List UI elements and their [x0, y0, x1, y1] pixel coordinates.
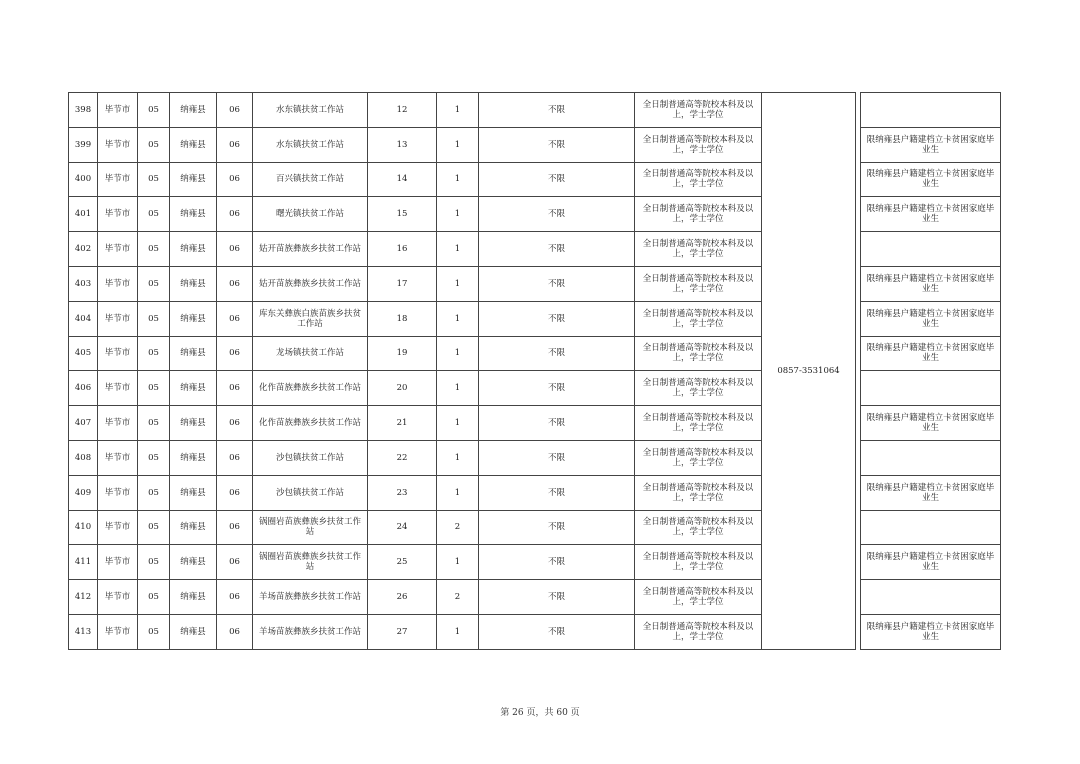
- table-row: [69, 197, 1001, 232]
- headcount-cell: 1: [437, 371, 479, 406]
- education-cell: 全日制普通高等院校本科及以上，学士学位: [635, 371, 762, 406]
- remark-cell: 限纳雍县户籍建档立卡贫困家庭毕业生: [861, 162, 1001, 197]
- major-cell: 不限: [479, 197, 635, 232]
- county-cell: 纳雍县: [170, 406, 217, 441]
- city-code-cell: 05: [138, 127, 170, 162]
- city-cell: 毕节市: [98, 440, 138, 475]
- county-cell: 纳雍县: [170, 545, 217, 580]
- unit-cell: 百兴镇扶贫工作站: [253, 162, 368, 197]
- city-cell: 毕节市: [98, 162, 138, 197]
- row-number: 404: [69, 301, 98, 336]
- table-row: [69, 336, 1001, 371]
- position-code-cell: 25: [368, 545, 437, 580]
- position-code-cell: 22: [368, 440, 437, 475]
- city-code-cell: 05: [138, 301, 170, 336]
- table-body: [69, 93, 1001, 650]
- headcount-cell: 1: [437, 614, 479, 649]
- county-code-cell: 06: [217, 614, 253, 649]
- county-cell: 纳雍县: [170, 162, 217, 197]
- city-cell: 毕节市: [98, 545, 138, 580]
- county-code-cell: 06: [217, 406, 253, 441]
- table-row: [69, 545, 1001, 580]
- education-cell: 全日制普通高等院校本科及以上，学士学位: [635, 266, 762, 301]
- city-code-cell: 05: [138, 371, 170, 406]
- city-code-cell: 05: [138, 614, 170, 649]
- county-code-cell: 06: [217, 475, 253, 510]
- table-row: [69, 232, 1001, 267]
- education-cell: 全日制普通高等院校本科及以上，学士学位: [635, 475, 762, 510]
- unit-cell: 锅圈岩苗族彝族乡扶贫工作站: [253, 545, 368, 580]
- county-code-cell: 06: [217, 301, 253, 336]
- city-code-cell: 05: [138, 580, 170, 615]
- major-cell: 不限: [479, 475, 635, 510]
- education-cell: 全日制普通高等院校本科及以上，学士学位: [635, 232, 762, 267]
- row-number: 413: [69, 614, 98, 649]
- county-code-cell: 06: [217, 510, 253, 545]
- unit-cell: 化作苗族彝族乡扶贫工作站: [253, 371, 368, 406]
- remark-cell: 限纳雍县户籍建档立卡贫困家庭毕业生: [861, 545, 1001, 580]
- row-number: 401: [69, 197, 98, 232]
- unit-cell: 沙包镇扶贫工作站: [253, 475, 368, 510]
- education-cell: 全日制普通高等院校本科及以上，学士学位: [635, 580, 762, 615]
- headcount-cell: 1: [437, 266, 479, 301]
- county-code-cell: 06: [217, 162, 253, 197]
- remark-cell: 限纳雍县户籍建档立卡贫困家庭毕业生: [861, 127, 1001, 162]
- city-code-cell: 05: [138, 336, 170, 371]
- city-cell: 毕节市: [98, 93, 138, 128]
- row-number: 398: [69, 93, 98, 128]
- unit-cell: 曙光镇扶贫工作站: [253, 197, 368, 232]
- row-number: 399: [69, 127, 98, 162]
- unit-cell: 龙场镇扶贫工作站: [253, 336, 368, 371]
- education-cell: 全日制普通高等院校本科及以上，学士学位: [635, 301, 762, 336]
- city-code-cell: 05: [138, 475, 170, 510]
- major-cell: 不限: [479, 510, 635, 545]
- remark-cell: 限纳雍县户籍建档立卡贫困家庭毕业生: [861, 336, 1001, 371]
- county-cell: 纳雍县: [170, 232, 217, 267]
- major-cell: 不限: [479, 545, 635, 580]
- row-number: 411: [69, 545, 98, 580]
- county-code-cell: 06: [217, 197, 253, 232]
- county-code-cell: 06: [217, 580, 253, 615]
- major-cell: 不限: [479, 127, 635, 162]
- position-code-cell: 20: [368, 371, 437, 406]
- remark-cell: 限纳雍县户籍建档立卡贫困家庭毕业生: [861, 614, 1001, 649]
- headcount-cell: 1: [437, 406, 479, 441]
- row-number: 408: [69, 440, 98, 475]
- major-cell: 不限: [479, 440, 635, 475]
- position-code-cell: 17: [368, 266, 437, 301]
- row-number: 407: [69, 406, 98, 441]
- headcount-cell: 1: [437, 197, 479, 232]
- city-cell: 毕节市: [98, 266, 138, 301]
- position-code-cell: 14: [368, 162, 437, 197]
- education-cell: 全日制普通高等院校本科及以上，学士学位: [635, 406, 762, 441]
- table-row: [69, 127, 1001, 162]
- education-cell: 全日制普通高等院校本科及以上，学士学位: [635, 510, 762, 545]
- city-cell: 毕节市: [98, 232, 138, 267]
- table-row: [69, 406, 1001, 441]
- remark-cell: [861, 371, 1001, 406]
- row-number: 403: [69, 266, 98, 301]
- position-code-cell: 18: [368, 301, 437, 336]
- row-number: 410: [69, 510, 98, 545]
- city-code-cell: 05: [138, 406, 170, 441]
- major-cell: 不限: [479, 371, 635, 406]
- headcount-cell: 1: [437, 232, 479, 267]
- county-cell: 纳雍县: [170, 197, 217, 232]
- remark-cell: [861, 510, 1001, 545]
- row-number: 400: [69, 162, 98, 197]
- city-code-cell: 05: [138, 440, 170, 475]
- row-number: 405: [69, 336, 98, 371]
- city-cell: 毕节市: [98, 371, 138, 406]
- position-code-cell: 16: [368, 232, 437, 267]
- remark-cell: [861, 440, 1001, 475]
- position-code-cell: 19: [368, 336, 437, 371]
- county-code-cell: 06: [217, 440, 253, 475]
- table-row: [69, 614, 1001, 649]
- major-cell: 不限: [479, 406, 635, 441]
- row-number: 402: [69, 232, 98, 267]
- county-code-cell: 06: [217, 93, 253, 128]
- major-cell: 不限: [479, 614, 635, 649]
- county-cell: 纳雍县: [170, 510, 217, 545]
- city-code-cell: 05: [138, 162, 170, 197]
- major-cell: 不限: [479, 336, 635, 371]
- education-cell: 全日制普通高等院校本科及以上，学士学位: [635, 197, 762, 232]
- unit-cell: 羊场苗族彝族乡扶贫工作站: [253, 614, 368, 649]
- table-row: [69, 93, 1001, 128]
- position-code-cell: 26: [368, 580, 437, 615]
- city-cell: 毕节市: [98, 510, 138, 545]
- table-row: [69, 371, 1001, 406]
- position-code-cell: 13: [368, 127, 437, 162]
- county-cell: 纳雍县: [170, 266, 217, 301]
- table-row: [69, 510, 1001, 545]
- position-code-cell: 27: [368, 614, 437, 649]
- contact-phone-cell: 0857-3531064: [762, 93, 856, 650]
- city-cell: 毕节市: [98, 475, 138, 510]
- row-number: 406: [69, 371, 98, 406]
- city-code-cell: 05: [138, 266, 170, 301]
- city-code-cell: 05: [138, 545, 170, 580]
- city-code-cell: 05: [138, 93, 170, 128]
- county-code-cell: 06: [217, 545, 253, 580]
- county-code-cell: 06: [217, 127, 253, 162]
- table-row: [69, 580, 1001, 615]
- city-code-cell: 05: [138, 197, 170, 232]
- headcount-cell: 1: [437, 127, 479, 162]
- county-code-cell: 06: [217, 232, 253, 267]
- positions-table: [68, 92, 1001, 650]
- position-code-cell: 21: [368, 406, 437, 441]
- major-cell: 不限: [479, 266, 635, 301]
- headcount-cell: 1: [437, 301, 479, 336]
- city-code-cell: 05: [138, 510, 170, 545]
- unit-cell: 沙包镇扶贫工作站: [253, 440, 368, 475]
- city-cell: 毕节市: [98, 336, 138, 371]
- county-cell: 纳雍县: [170, 93, 217, 128]
- row-number: 409: [69, 475, 98, 510]
- remark-cell: 限纳雍县户籍建档立卡贫困家庭毕业生: [861, 406, 1001, 441]
- position-code-cell: 24: [368, 510, 437, 545]
- county-code-cell: 06: [217, 266, 253, 301]
- unit-cell: 库东关彝族白族苗族乡扶贫工作站: [253, 301, 368, 336]
- education-cell: 全日制普通高等院校本科及以上，学士学位: [635, 336, 762, 371]
- unit-cell: 姑开苗族彝族乡扶贫工作站: [253, 266, 368, 301]
- education-cell: 全日制普通高等院校本科及以上，学士学位: [635, 614, 762, 649]
- headcount-cell: 2: [437, 580, 479, 615]
- major-cell: 不限: [479, 93, 635, 128]
- headcount-cell: 1: [437, 336, 479, 371]
- city-cell: 毕节市: [98, 127, 138, 162]
- major-cell: 不限: [479, 232, 635, 267]
- headcount-cell: 1: [437, 545, 479, 580]
- county-cell: 纳雍县: [170, 580, 217, 615]
- education-cell: 全日制普通高等院校本科及以上，学士学位: [635, 545, 762, 580]
- county-cell: 纳雍县: [170, 371, 217, 406]
- county-cell: 纳雍县: [170, 614, 217, 649]
- city-cell: 毕节市: [98, 580, 138, 615]
- county-code-cell: 06: [217, 371, 253, 406]
- position-code-cell: 23: [368, 475, 437, 510]
- county-code-cell: 06: [217, 336, 253, 371]
- county-cell: 纳雍县: [170, 475, 217, 510]
- remark-cell: 限纳雍县户籍建档立卡贫困家庭毕业生: [861, 301, 1001, 336]
- headcount-cell: 1: [437, 440, 479, 475]
- remark-cell: 限纳雍县户籍建档立卡贫困家庭毕业生: [861, 266, 1001, 301]
- county-cell: 纳雍县: [170, 127, 217, 162]
- table-row: [69, 301, 1001, 336]
- city-code-cell: 05: [138, 232, 170, 267]
- table-row: [69, 475, 1001, 510]
- page-footer: 第 26 页，共 60 页: [500, 708, 580, 718]
- headcount-cell: 1: [437, 93, 479, 128]
- county-cell: 纳雍县: [170, 440, 217, 475]
- city-cell: 毕节市: [98, 301, 138, 336]
- city-cell: 毕节市: [98, 197, 138, 232]
- major-cell: 不限: [479, 580, 635, 615]
- county-cell: 纳雍县: [170, 301, 217, 336]
- row-number: 412: [69, 580, 98, 615]
- table-row: [69, 162, 1001, 197]
- headcount-cell: 1: [437, 475, 479, 510]
- education-cell: 全日制普通高等院校本科及以上，学士学位: [635, 162, 762, 197]
- unit-cell: 水东镇扶贫工作站: [253, 127, 368, 162]
- education-cell: 全日制普通高等院校本科及以上，学士学位: [635, 93, 762, 128]
- remark-cell: [861, 232, 1001, 267]
- remark-cell: [861, 580, 1001, 615]
- headcount-cell: 1: [437, 162, 479, 197]
- unit-cell: 姑开苗族彝族乡扶贫工作站: [253, 232, 368, 267]
- position-code-cell: 15: [368, 197, 437, 232]
- position-code-cell: 12: [368, 93, 437, 128]
- county-cell: 纳雍县: [170, 336, 217, 371]
- table-row: [69, 266, 1001, 301]
- major-cell: 不限: [479, 301, 635, 336]
- remark-cell: 限纳雍县户籍建档立卡贫困家庭毕业生: [861, 197, 1001, 232]
- table-row: [69, 440, 1001, 475]
- unit-cell: 锅圈岩苗族彝族乡扶贫工作站: [253, 510, 368, 545]
- unit-cell: 化作苗族彝族乡扶贫工作站: [253, 406, 368, 441]
- major-cell: 不限: [479, 162, 635, 197]
- remark-cell: 限纳雍县户籍建档立卡贫困家庭毕业生: [861, 475, 1001, 510]
- education-cell: 全日制普通高等院校本科及以上，学士学位: [635, 127, 762, 162]
- city-cell: 毕节市: [98, 614, 138, 649]
- headcount-cell: 2: [437, 510, 479, 545]
- city-cell: 毕节市: [98, 406, 138, 441]
- education-cell: 全日制普通高等院校本科及以上，学士学位: [635, 440, 762, 475]
- unit-cell: 羊场苗族彝族乡扶贫工作站: [253, 580, 368, 615]
- remark-cell: [861, 93, 1001, 128]
- unit-cell: 水东镇扶贫工作站: [253, 93, 368, 128]
